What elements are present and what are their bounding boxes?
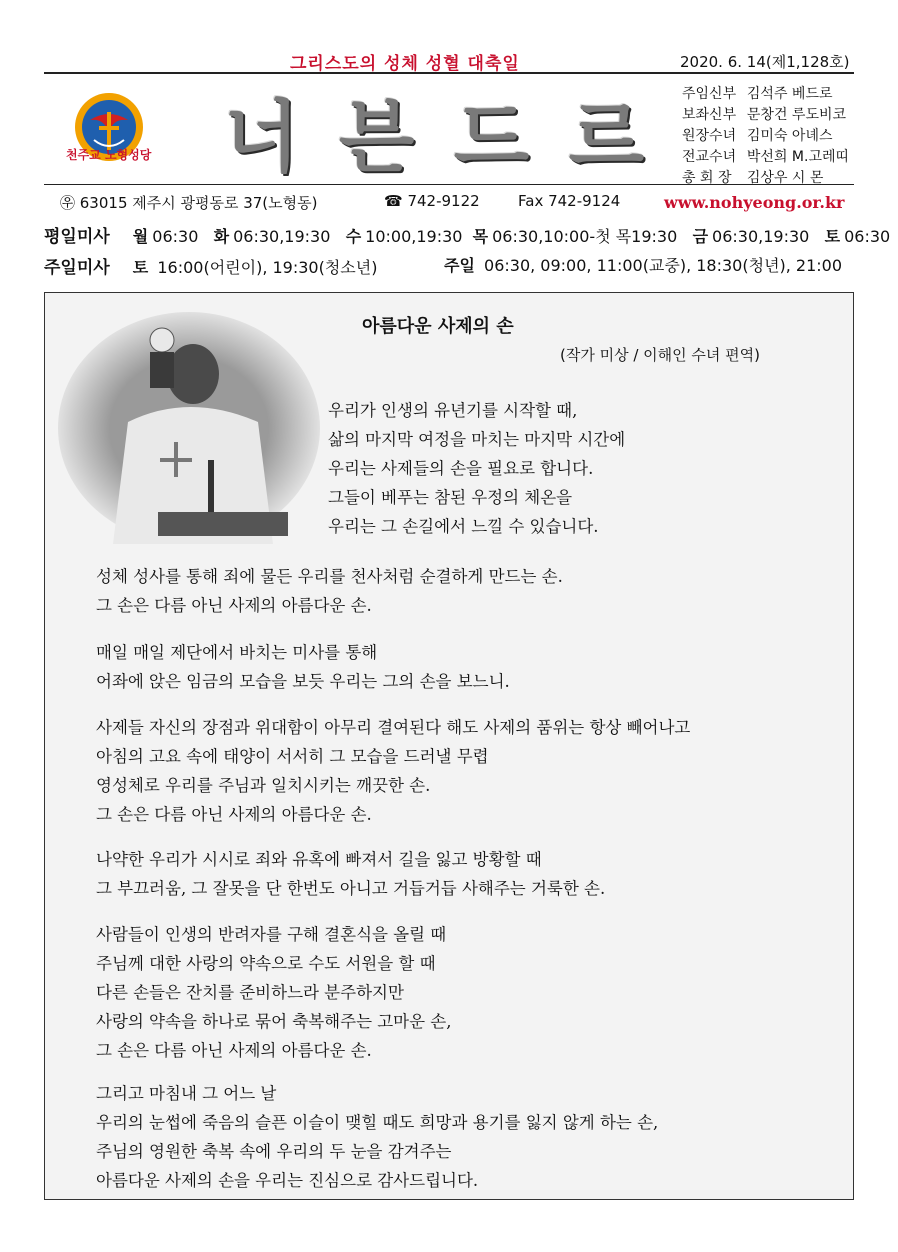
poem-line: 그리고 마침내 그 어느 날 bbox=[96, 1084, 277, 1103]
mass-day: 토 bbox=[132, 258, 149, 277]
staff-name: 박선희 M.고레띠 bbox=[746, 149, 850, 165]
mass-time: 16:00(어린이), 19:30(청소년) bbox=[157, 258, 378, 277]
poem-line: 우리는 사제들의 손을 필요로 합니다. bbox=[328, 459, 594, 478]
mass-time: 06:30,19:30 bbox=[233, 227, 331, 246]
poem-line: 아름다운 사제의 손을 우리는 진심으로 감사드립니다. bbox=[96, 1171, 479, 1190]
mass-day: 목 bbox=[472, 227, 489, 246]
feast-title: 그리스도의 성체 성혈 대축일 bbox=[290, 54, 520, 74]
poem-line: 사람들이 인생의 반려자를 구해 결혼식을 올릴 때 bbox=[96, 925, 447, 944]
header-divider bbox=[44, 72, 854, 74]
poem-line: 매일 매일 제단에서 바치는 미사를 통해 bbox=[96, 643, 378, 662]
weekday-mass-label: 평일미사 bbox=[44, 227, 110, 247]
staff-role: 원장수녀 bbox=[682, 128, 737, 144]
mass-day: 금 bbox=[692, 227, 709, 246]
mass-day: 화 bbox=[213, 227, 230, 246]
mass-time: 06:30 bbox=[844, 227, 891, 246]
masthead-char: 드 bbox=[453, 93, 530, 183]
poem-stanza bbox=[96, 1079, 658, 1195]
poem-title: 아름다운 사제의 손 bbox=[362, 316, 514, 337]
poem-line: 삶의 마지막 여정을 마치는 마지막 시간에 bbox=[328, 430, 626, 449]
poem-line: 주님의 영원한 축복 속에 우리의 두 눈을 감겨주는 bbox=[96, 1142, 452, 1161]
staff-row bbox=[682, 84, 849, 105]
staff-name: 김석주 베드로 bbox=[746, 86, 833, 102]
weekday-mass-schedule bbox=[44, 222, 890, 247]
parish-address: ㉾ 63015 제주시 광평동로 37(노형동) bbox=[60, 194, 318, 212]
sunday-times bbox=[444, 253, 842, 276]
poem-line: 주님께 대한 사랑의 약속으로 수도 서원을 할 때 bbox=[96, 954, 436, 973]
staff-role: 보좌신부 bbox=[682, 107, 737, 123]
poem-line: 다른 손들은 잔치를 준비하느라 분주하지만 bbox=[96, 983, 404, 1002]
masthead-char: 르 bbox=[568, 93, 644, 183]
staff-name: 문창건 루도비코 bbox=[746, 107, 847, 123]
newsletter-masthead bbox=[224, 88, 644, 183]
mass-time: 06:30,19:30 bbox=[712, 227, 810, 246]
staff-role: 주임신부 bbox=[682, 86, 737, 102]
poem-line: 그들이 베푸는 참된 우정의 체온을 bbox=[328, 488, 573, 507]
poem-line: 성체 성사를 통해 죄에 물든 우리를 천사처럼 순결하게 만드는 손. bbox=[96, 567, 563, 586]
poem-line: 우리의 눈썹에 죽음의 슬픈 이슬이 맺힐 때도 희망과 용기를 잃지 않게 하는 손, bbox=[96, 1113, 659, 1132]
poem-stanza bbox=[96, 562, 563, 620]
poem-stanza bbox=[96, 713, 690, 829]
masthead-char: 너 bbox=[224, 93, 300, 183]
masthead-char: 븐 bbox=[338, 93, 415, 183]
address-divider bbox=[44, 184, 854, 185]
mass-time: 06:30,10:00-첫 목19:30 bbox=[492, 227, 678, 246]
staff-role: 전교수녀 bbox=[682, 149, 737, 165]
parish-website-link[interactable]: www.nohyeong.or.kr bbox=[664, 193, 845, 212]
poem-line: 어좌에 앉은 임금의 모습을 보듯 우리는 그의 손을 보느니. bbox=[96, 672, 510, 691]
staff-name: 김미숙 아녜스 bbox=[746, 128, 833, 144]
mass-time: 06:30 bbox=[152, 227, 199, 246]
mass-day: 토 bbox=[824, 227, 841, 246]
parish-fax: Fax 742-9124 bbox=[518, 192, 621, 210]
staff-row bbox=[682, 168, 849, 189]
poem-line: 나약한 우리가 시시로 죄와 유혹에 빠져서 길을 잃고 방황할 때 bbox=[96, 850, 542, 869]
staff-role: 총 회 장 bbox=[682, 170, 732, 186]
poem-stanza bbox=[96, 845, 605, 903]
poem-line: 사랑의 약속을 하나로 묶어 축복해주는 고마운 손, bbox=[96, 1012, 452, 1031]
poem-author: (작가 미상 / 이해인 수녀 편역) bbox=[560, 346, 760, 364]
poem-line: 영성체로 우리를 주님과 일치시키는 깨끗한 손. bbox=[96, 776, 431, 795]
sunday-mass-schedule bbox=[44, 253, 854, 278]
mass-day: 주일 bbox=[444, 256, 475, 275]
mass-day: 수 bbox=[345, 227, 362, 246]
issue-number: 2020. 6. 14(제1,128호) bbox=[680, 53, 850, 71]
staff-list bbox=[682, 84, 849, 189]
church-name: 천주교 노형성당 bbox=[66, 148, 152, 162]
staff-row bbox=[682, 105, 849, 126]
staff-name: 김상우 시 몬 bbox=[746, 170, 824, 186]
staff-row bbox=[682, 147, 849, 168]
priest-photo bbox=[58, 312, 320, 544]
poem-line: 우리는 그 손길에서 느낄 수 있습니다. bbox=[328, 517, 599, 536]
mass-day: 월 bbox=[132, 227, 149, 246]
poem-stanza bbox=[96, 638, 510, 696]
staff-row bbox=[682, 126, 849, 147]
mass-time: 06:30, 09:00, 11:00(교중), 18:30(청년), 21:00 bbox=[484, 256, 843, 275]
poem-stanza bbox=[96, 920, 452, 1065]
poem-line: 우리가 인생의 유년기를 시작할 때, bbox=[328, 401, 578, 420]
poem-line: 아침의 고요 속에 태양이 서서히 그 모습을 드러낼 무렵 bbox=[96, 747, 489, 766]
poem-line: 그 부끄러움, 그 잘못을 단 한번도 아니고 거듭거듭 사해주는 거룩한 손. bbox=[96, 879, 606, 898]
mass-time: 10:00,19:30 bbox=[365, 227, 463, 246]
poem-line: 사제들 자신의 장점과 위대함이 아무리 결여된다 해도 사제의 품위는 항상 빼어나고 bbox=[96, 718, 691, 737]
poem-line: 그 손은 다름 아닌 사제의 아름다운 손. bbox=[96, 596, 372, 615]
parish-phone: ☎ 742-9122 bbox=[384, 192, 480, 210]
sunday-mass-label: 주일미사 bbox=[44, 258, 110, 278]
poem-line: 그 손은 다름 아닌 사제의 아름다운 손. bbox=[96, 1041, 372, 1060]
poem-line: 그 손은 다름 아닌 사제의 아름다운 손. bbox=[96, 805, 372, 824]
poem-intro bbox=[328, 396, 625, 541]
